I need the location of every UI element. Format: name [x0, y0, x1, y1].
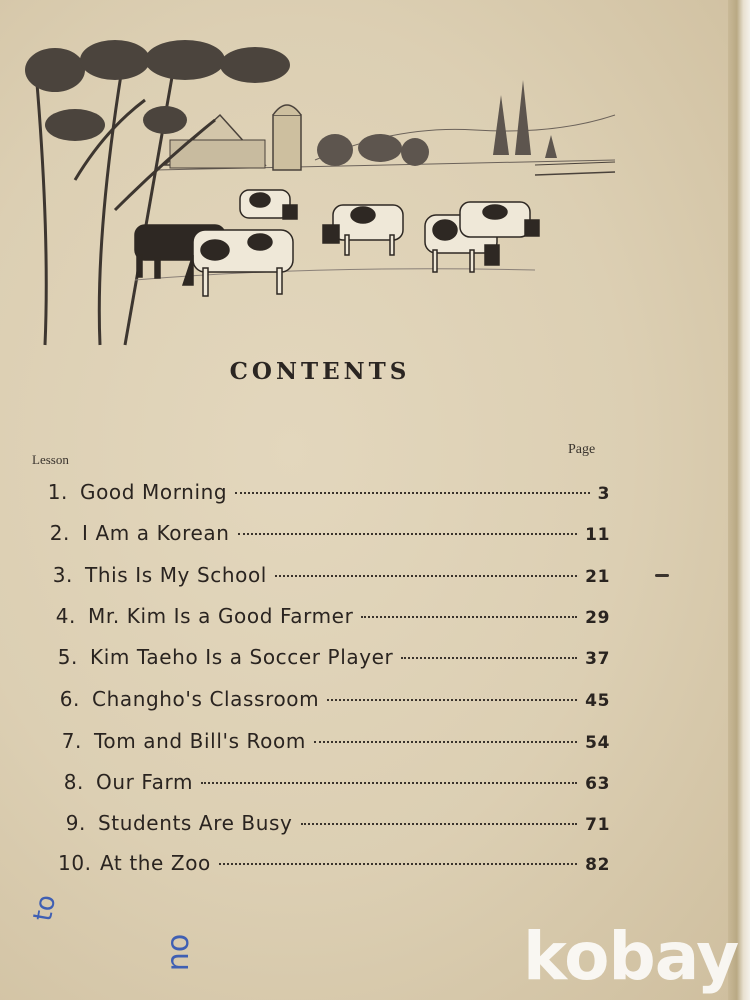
page-number: 29 [585, 608, 610, 628]
lesson-title: Mr. Kim Is a Good Farmer [88, 604, 354, 628]
page-edge [728, 0, 750, 1000]
toc-row-5[interactable] [48, 645, 610, 669]
toc-row-9[interactable] [56, 811, 610, 835]
toc-row-4[interactable] [46, 604, 610, 628]
kobay-watermark: kobay [523, 918, 739, 995]
dot-leader [327, 699, 577, 701]
dot-leader [301, 823, 578, 825]
dot-leader [238, 533, 578, 535]
lesson-column-header: Lesson [32, 452, 69, 467]
dot-leader [219, 863, 577, 865]
toc-row-1[interactable] [38, 480, 610, 504]
page-number: 54 [585, 733, 610, 753]
page-number: 71 [585, 815, 610, 835]
page-number: 11 [585, 525, 610, 545]
dot-leader [361, 616, 577, 618]
lesson-title: I Am a Korean [82, 521, 230, 545]
pencil-mark [655, 574, 669, 577]
toc-row-3[interactable] [43, 563, 610, 587]
page-column-header: Page [568, 442, 596, 457]
dot-leader [235, 492, 589, 494]
lesson-number: 3. [52, 563, 73, 587]
dot-leader [314, 741, 577, 743]
lesson-title: Good Morning [80, 480, 228, 504]
handwritten-note: to [28, 892, 63, 924]
lesson-title: This Is My School [85, 563, 267, 587]
page-number: 37 [585, 649, 610, 669]
lesson-title: Our Farm [96, 770, 194, 794]
lesson-number: 2. [49, 521, 70, 545]
toc-row-2[interactable] [40, 521, 610, 545]
dot-leader [401, 657, 577, 659]
lesson-number: 6. [59, 687, 80, 711]
lesson-number: 5. [57, 645, 78, 669]
toc-row-6[interactable] [50, 687, 610, 711]
lesson-number: 1. [47, 480, 68, 504]
lesson-number: 4. [55, 604, 76, 628]
lesson-title: Students Are Busy [98, 811, 293, 835]
lesson-title: Tom and Bill's Room [94, 729, 306, 753]
lesson-title: Changho's Classroom [92, 687, 320, 711]
page-number: 21 [585, 567, 610, 587]
contents-heading: CONTENTS [229, 358, 411, 385]
page-number: 63 [585, 774, 610, 794]
lesson-number: 10. [58, 851, 92, 875]
lesson-number: 8. [63, 770, 84, 794]
page-number: 82 [585, 855, 610, 875]
page-number: 45 [585, 691, 610, 711]
toc-row-8[interactable] [54, 770, 610, 794]
dot-leader [275, 575, 577, 577]
lesson-title: Kim Taeho Is a Soccer Player [90, 645, 394, 669]
toc-row-10[interactable] [58, 851, 610, 875]
lesson-number: 7. [61, 729, 82, 753]
lesson-number: 9. [65, 811, 86, 835]
page-number: 3 [597, 484, 610, 504]
dot-leader [201, 782, 577, 784]
lesson-title: At the Zoo [100, 851, 211, 875]
handwritten-note: no [161, 933, 197, 972]
toc-row-7[interactable] [52, 729, 610, 753]
